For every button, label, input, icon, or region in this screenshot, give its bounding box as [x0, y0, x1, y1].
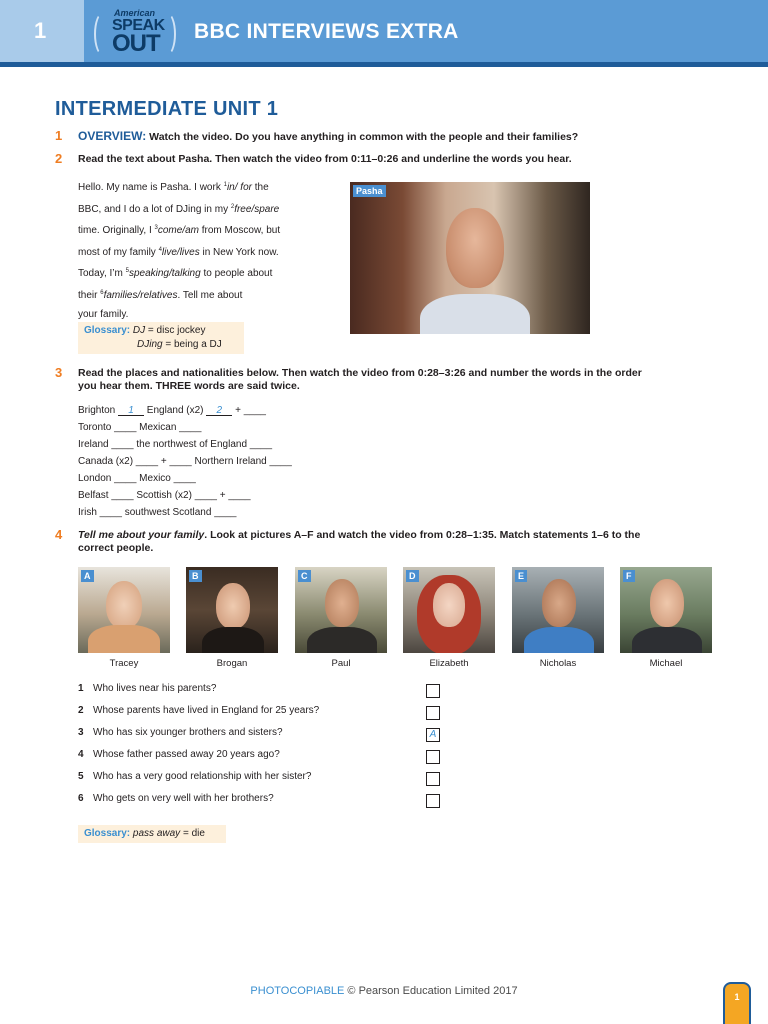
statement-row: 2 Whose parents have lived in England for 25 years? — [78, 704, 448, 726]
face-shape — [650, 579, 684, 627]
word-row[interactable]: Canada (x2) ____ + ____ Northern Ireland ____ — [78, 456, 292, 467]
unit-title: INTERMEDIATE UNIT 1 — [55, 98, 279, 120]
shirt-shape — [420, 294, 530, 334]
face-shape — [106, 581, 142, 629]
exercise-2-instruction: Read the text about Pasha. Then watch the video from 0:11–0:26 and underline the words you hear. — [78, 153, 572, 165]
person-name: Paul — [331, 658, 351, 669]
photo-letter: C — [298, 570, 311, 582]
shirt-shape — [632, 627, 702, 653]
para-line: BBC, and I do a lot of DJing in my $^2$free/spare — [78, 203, 280, 215]
header-bar — [0, 0, 768, 62]
photo-letter: F — [623, 570, 635, 582]
para-line: most of my family $^4$live/lives in New York now. — [78, 246, 279, 258]
glossary-label: Glossary: — [84, 828, 131, 839]
answer-box[interactable] — [426, 706, 440, 720]
face-shape — [325, 579, 359, 627]
statement-row: 4 Whose father passed away 20 years ago? — [78, 748, 448, 770]
photo-letter: A — [81, 570, 94, 582]
person-d — [403, 567, 495, 669]
choice-4[interactable]: live/lives — [161, 246, 200, 258]
word-row[interactable]: London ____ Mexico ____ — [78, 473, 196, 484]
face-shape — [433, 583, 465, 627]
person-f — [620, 567, 712, 669]
copyright-text: © Pearson Education Limited 2017 — [344, 985, 518, 997]
pasha-label: Pasha — [353, 185, 386, 197]
statement-row: 5 Who has a very good relationship with her sister? — [78, 770, 448, 792]
para-line: Today, I’m $^5$speaking/talking to people about — [78, 268, 273, 279]
para-line: their $^6$families/relatives. Tell me about — [78, 289, 243, 301]
para-line: your family. — [78, 309, 129, 320]
person-name: Tracey — [109, 658, 139, 669]
glossary-box-1: Glossary: DJ = disc jockey DJing = being a DJ — [78, 322, 244, 354]
person-photo — [78, 567, 170, 653]
person-photo — [186, 567, 278, 653]
exercise-1-instruction — [78, 130, 718, 144]
face-shape — [542, 579, 576, 627]
glossary-label: Glossary: — [84, 325, 131, 336]
choice-2[interactable]: free/spare — [234, 203, 280, 215]
answer-blank[interactable]: 1 — [118, 406, 144, 416]
answer-box[interactable]: A — [426, 728, 440, 742]
logo-speak: SPEAK — [112, 17, 165, 34]
person-name: Brogan — [216, 658, 248, 669]
person-b — [186, 567, 278, 669]
photo-letter: E — [515, 570, 527, 582]
para-line: Hello. My name is Pasha. I work $^1$in/ for the — [78, 182, 269, 193]
choice-3[interactable]: come/am — [157, 225, 199, 236]
page-number: 1 — [723, 982, 751, 1024]
photocopiable-label: PHOTOCOPIABLE — [250, 985, 345, 997]
para-line: time. Originally, I $^3$come/am from Moscow, but — [78, 225, 281, 236]
exercise-3-number: 3 — [55, 365, 63, 380]
statement-list — [78, 682, 448, 814]
face-shape — [216, 583, 250, 629]
shirt-shape — [524, 627, 594, 653]
hair-shape — [88, 625, 160, 653]
person-e — [512, 567, 604, 669]
person-c — [295, 567, 387, 669]
pasha-photo — [350, 182, 590, 334]
person-photo — [403, 567, 495, 653]
unit-number: 1 — [0, 0, 84, 62]
logo-out: OUT — [112, 30, 160, 57]
word-row: Brighton 1 England (x2) 2 + ____ — [78, 405, 266, 416]
exercise-3-instruction: Read the places and nationalities below. Then watch the video from 0:28–3:26 and number the words in the order you hear them. THREE words are said twice. — [78, 367, 642, 392]
person-name: Michael — [649, 658, 683, 669]
exercise-2-number: 2 — [55, 151, 63, 166]
exercise-1-text: Watch the video. Do you have anything in common with the people and their families? — [146, 131, 579, 143]
person-name: Elizabeth — [429, 658, 469, 669]
choice-1[interactable]: in/ for — [226, 182, 252, 193]
photo-letter: B — [189, 570, 202, 582]
shirt-shape — [202, 627, 264, 653]
word-row[interactable]: Ireland ____ the northwest of England ____ — [78, 439, 273, 450]
person-a — [78, 567, 170, 669]
header-rule — [0, 62, 768, 67]
word-row[interactable]: Irish ____ southwest Scotland ____ — [78, 507, 237, 518]
person-photo — [295, 567, 387, 653]
person-photo — [512, 567, 604, 653]
photo-letter: D — [406, 570, 419, 582]
exercise-4-number: 4 — [55, 527, 63, 542]
person-name: Nicholas — [539, 658, 577, 669]
statement-row: 1 Who lives near his parents? — [78, 682, 448, 704]
word-row[interactable]: Belfast ____ Scottish (x2) ____ + ____ — [78, 490, 251, 501]
people-photos — [78, 567, 714, 671]
answer-box[interactable] — [426, 772, 440, 786]
pasha-text — [78, 176, 318, 325]
statement-row: 3 Who has six younger brothers and sisters? A — [78, 726, 448, 748]
answer-blank[interactable]: 2 — [206, 406, 232, 416]
exercise-4-instruction: Tell me about your family. Look at pictures A–F and watch the video from 0:28–1:35. Match statements 1–6 to the correct people. — [78, 529, 641, 554]
word-row[interactable]: Toronto ____ Mexican ____ — [78, 422, 202, 433]
glossary-box-2: Glossary: pass away = die — [78, 825, 226, 843]
choice-5[interactable]: speaking/talking — [128, 268, 201, 279]
choice-6[interactable]: families/relatives — [103, 289, 178, 301]
overview-label: OVERVIEW: — [78, 129, 147, 143]
footer — [0, 985, 768, 997]
face-shape — [446, 208, 504, 288]
answer-box[interactable] — [426, 794, 440, 808]
word-list — [78, 402, 292, 521]
answer-box[interactable] — [426, 684, 440, 698]
logo-american: American — [114, 8, 156, 18]
statement-row: 6 Who gets on very well with her brothers? — [78, 792, 448, 814]
header-title: BBC INTERVIEWS EXTRA — [194, 20, 459, 43]
answer-box[interactable] — [426, 750, 440, 764]
shirt-shape — [307, 627, 377, 653]
speakout-logo — [86, 2, 182, 60]
logo-arc-left — [94, 12, 112, 56]
person-photo — [620, 567, 712, 653]
exercise-1-number: 1 — [55, 128, 63, 143]
